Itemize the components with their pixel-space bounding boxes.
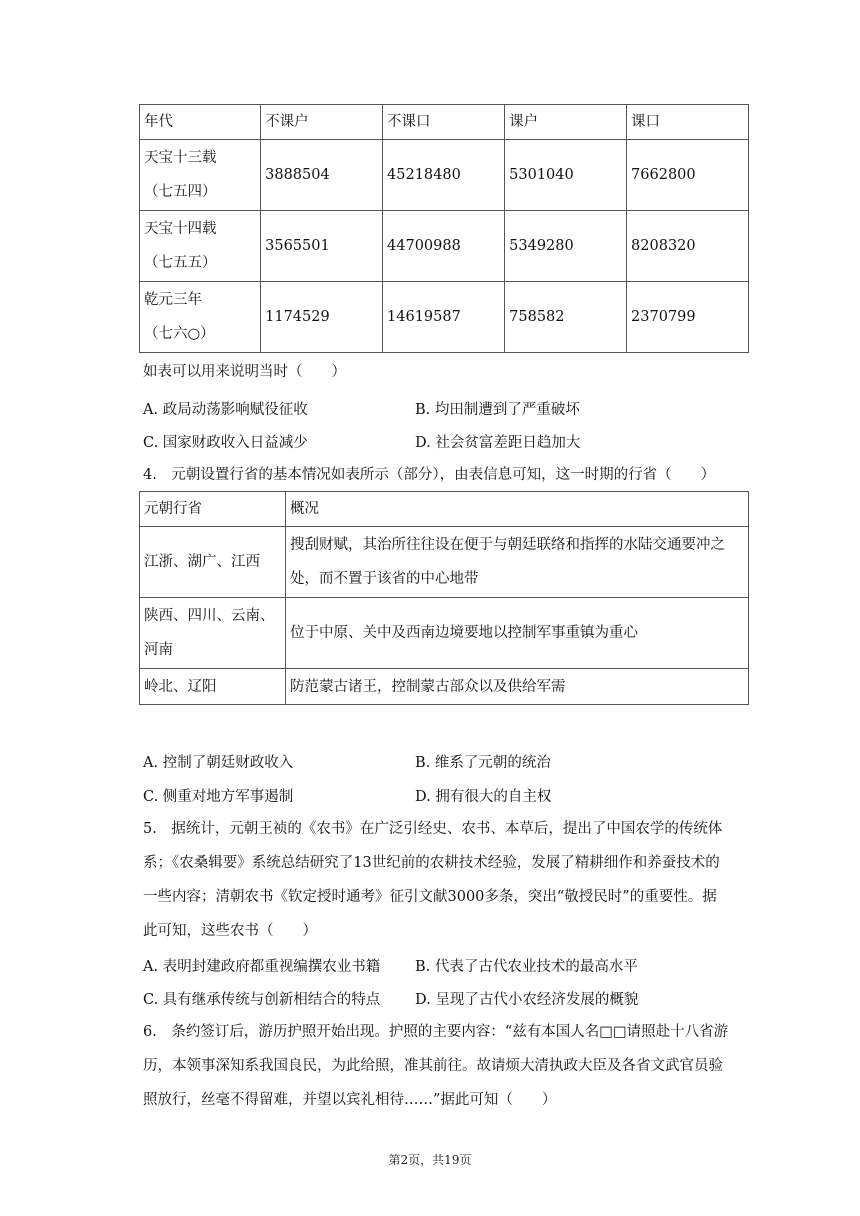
q5-option-d[interactable]: D. 呈现了古代小农经济发展的概貌 <box>415 992 639 1008</box>
q5-line: 一些内容；清朝农书《钦定授时通考》征引文献3000多条，突出“敬授民时”的重要性。据 <box>143 889 717 905</box>
q4-option-d[interactable]: D. 拥有很大的自主权 <box>415 789 552 805</box>
value-cell: 5349280 <box>505 211 627 282</box>
table-header-row <box>140 492 749 527</box>
household-table <box>139 104 749 353</box>
table-row <box>140 527 749 598</box>
value-cell: 45218480 <box>383 140 505 211</box>
q5-option-a[interactable]: A. 表明封建政府都重视编撰农业书籍 <box>143 959 381 975</box>
q5-line: 5. 据统计，元朝王祯的《农书》在广泛引经史、农书、本草后，提出了中国农学的传统体 <box>143 821 723 837</box>
value-cell: 3888504 <box>261 140 383 211</box>
value-cell: 2370799 <box>627 282 749 353</box>
q5-option-b[interactable]: B. 代表了古代农业技术的最高水平 <box>415 959 638 975</box>
header-cell: 不课口 <box>383 105 505 140</box>
q5-option-c[interactable]: C. 具有继承传统与创新相结合的特点 <box>143 992 381 1008</box>
value-cell: 44700988 <box>383 211 505 282</box>
page-footer: 第2页，共19页 <box>388 1153 472 1167</box>
q5-text <box>143 812 750 948</box>
q3-stem: 如表可以用来说明当时（ ） <box>143 364 346 380</box>
q5-line: 此可知，这些农书（ ） <box>143 923 317 939</box>
q3-option-d[interactable]: D. 社会贫富差距日趋加大 <box>415 435 581 451</box>
era-name: 天宝十三载 <box>144 150 217 166</box>
header-cell: 课户 <box>505 105 627 140</box>
q6-line: 历，本领事深知系我国良民，为此给照，准其前往。故请烦大清执政大臣及各省文武官员验 <box>143 1058 723 1074</box>
header-cell: 元朝行省 <box>140 492 286 527</box>
q6-text <box>143 1015 750 1117</box>
value-cell: 3565501 <box>261 211 383 282</box>
province-line: 河南 <box>144 642 173 658</box>
header-cell: 不课户 <box>261 105 383 140</box>
value-cell: 1174529 <box>261 282 383 353</box>
desc-cell <box>286 527 749 598</box>
q6-line: 6. 条约签订后，游历护照开始出现。护照的主要内容：“兹有本国人名□□请照赴十八省游 <box>143 1024 729 1040</box>
era-cell <box>140 282 261 353</box>
header-cell: 概况 <box>286 492 749 527</box>
table-row <box>140 211 749 282</box>
q6-line: 照放行，丝毫不得留难，并望以宾礼相待……”据此可知（ ） <box>143 1092 557 1108</box>
q4-option-a[interactable]: A. 控制了朝廷财政收入 <box>143 755 294 771</box>
era-cell <box>140 140 261 211</box>
province-cell <box>140 598 286 669</box>
era-year: （七五五） <box>144 255 217 271</box>
q4-option-b[interactable]: B. 维系了元朝的统治 <box>415 755 551 771</box>
desc-line: 搜刮财赋，其治所往往设在便于与朝廷联络和指挥的水陆交通要冲之 <box>290 537 725 553</box>
era-name: 天宝十四载 <box>144 221 217 237</box>
value-cell: 758582 <box>505 282 627 353</box>
era-year: （七六○） <box>144 326 215 342</box>
q3-option-c[interactable]: C. 国家财政收入日益减少 <box>143 435 308 451</box>
province-cell: 岭北、辽阳 <box>140 669 286 705</box>
province-cell: 江浙、湖广、江西 <box>140 527 286 598</box>
q5-line: 系；《农桑辑要》系统总结研究了13世纪前的农耕技术经验，发展了精耕细作和养蚕技术的 <box>143 855 720 871</box>
province-table <box>139 491 749 705</box>
desc-line: 处，而不置于该省的中心地带 <box>290 571 479 587</box>
value-cell: 7662800 <box>627 140 749 211</box>
table-row <box>140 140 749 211</box>
table-row <box>140 669 749 705</box>
value-cell: 5301040 <box>505 140 627 211</box>
header-cell: 年代 <box>140 105 261 140</box>
table-row <box>140 282 749 353</box>
desc-cell: 位于中原、关中及西南边境要地以控制军事重镇为重心 <box>286 598 749 669</box>
q4-option-c[interactable]: C. 侧重对地方军事遏制 <box>143 789 294 805</box>
q4-stem: 4. 元朝设置行省的基本情况如表所示（部分），由表信息可知，这一时期的行省（ ） <box>143 467 716 483</box>
era-cell <box>140 211 261 282</box>
desc-cell: 防范蒙古诸王，控制蒙古部众以及供给军需 <box>286 669 749 705</box>
value-cell: 14619587 <box>383 282 505 353</box>
value-cell: 8208320 <box>627 211 749 282</box>
header-cell: 课口 <box>627 105 749 140</box>
table-header-row <box>140 105 749 140</box>
era-year: （七五四） <box>144 184 217 200</box>
province-line: 陕西、四川、云南、 <box>144 608 275 624</box>
q3-option-b[interactable]: B. 均田制遭到了严重破坏 <box>415 402 580 418</box>
era-name: 乾元三年 <box>144 292 202 308</box>
q3-option-a[interactable]: A. 政局动荡影响赋役征收 <box>143 402 308 418</box>
table-row <box>140 598 749 669</box>
